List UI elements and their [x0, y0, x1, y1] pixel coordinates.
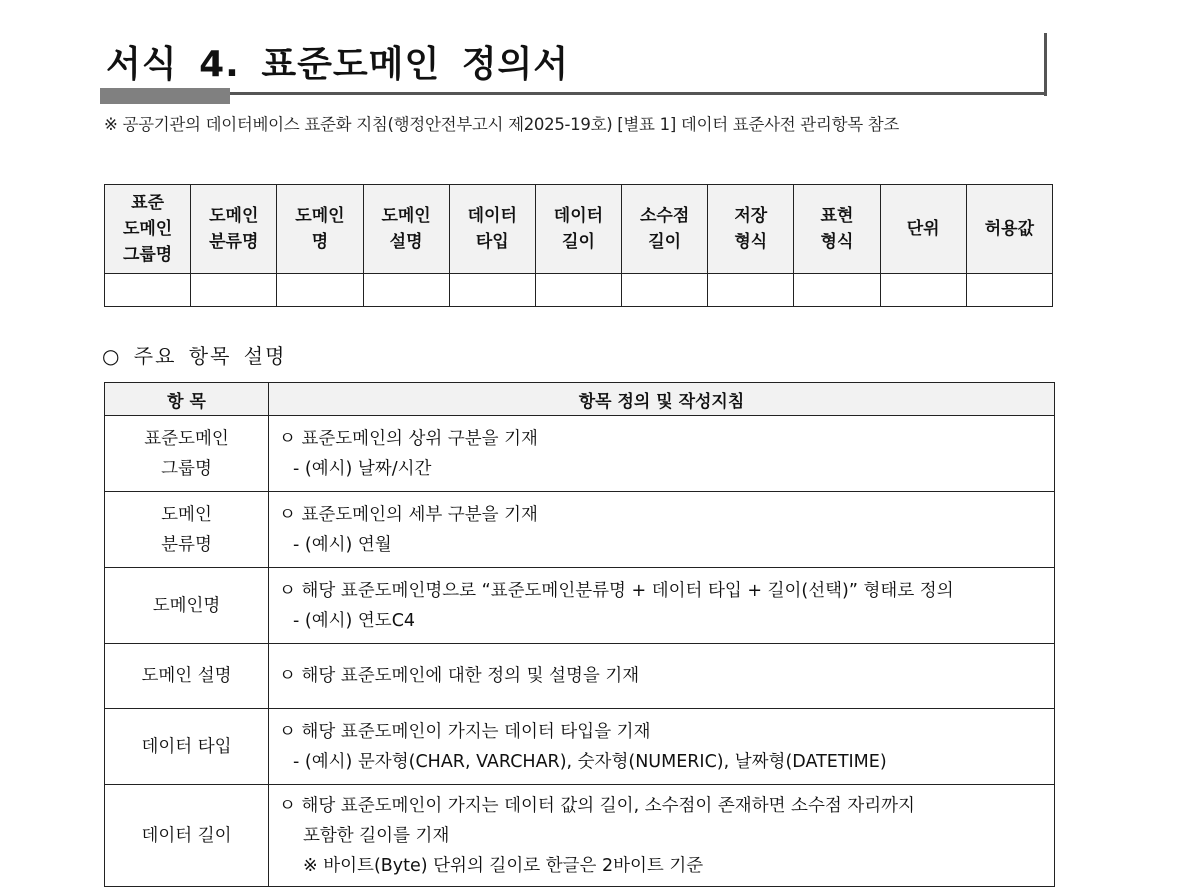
form-header-cell: 소수점 길이 — [622, 185, 708, 274]
title-border-bottom — [228, 92, 1047, 95]
table-row — [105, 644, 1055, 709]
form-header-cell: 데이터 길이 — [535, 185, 621, 274]
form-input-cell[interactable] — [105, 274, 191, 307]
item-description — [269, 492, 1055, 568]
table-row — [105, 785, 1055, 887]
form-header-cell: 단위 — [880, 185, 966, 274]
form-input-cell[interactable] — [880, 274, 966, 307]
form-input-cell[interactable] — [191, 274, 277, 307]
table-row — [105, 568, 1055, 644]
item-description — [269, 568, 1055, 644]
description-line: - (예시) 연도C4 — [293, 610, 416, 631]
description-line: - (예시) 연월 — [293, 534, 392, 555]
header-item: 항 목 — [105, 383, 269, 416]
description-line: - (예시) 문자형(CHAR, VARCHAR), 숫자형(NUMERIC), 날짜형(DATETIME) — [293, 751, 887, 772]
item-name: 도메인 분류명 — [105, 492, 269, 568]
item-description — [269, 709, 1055, 785]
domain-definition-form-table — [104, 184, 1053, 307]
header-definition: 항목 정의 및 작성지침 — [269, 383, 1055, 416]
form-input-cell[interactable] — [363, 274, 449, 307]
table-row — [105, 709, 1055, 785]
form-header-cell: 표준 도메인 그룹명 — [105, 185, 191, 274]
reference-note: ※ 공공기관의 데이터베이스 표준화 지침(행정안전부고시 제2025-19호) [별표 1] 데이터 표준사전 관리항목 참조 — [104, 115, 900, 134]
form-header-cell: 허용값 — [966, 185, 1052, 274]
form-input-cell[interactable] — [794, 274, 880, 307]
form-input-cell[interactable] — [449, 274, 535, 307]
description-line: - (예시) 날짜/시간 — [293, 458, 432, 479]
description-line: ※ 바이트(Byte) 단위의 길이로 한글은 2바이트 기준 — [303, 855, 704, 876]
item-name: 도메인 설명 — [105, 644, 269, 709]
form-input-cell[interactable] — [277, 274, 363, 307]
form-input-cell[interactable] — [622, 274, 708, 307]
form-header-cell: 도메인 명 — [277, 185, 363, 274]
description-line: ㅇ 해당 표준도메인이 가지는 데이터 값의 길이, 소수점이 존재하면 소수점 자리까지 — [279, 795, 915, 816]
item-description — [269, 416, 1055, 492]
page-title: 서식 4. 표준도메인 정의서 — [106, 44, 570, 85]
form-input-cell[interactable] — [966, 274, 1052, 307]
description-line: ㅇ 해당 표준도메인이 가지는 데이터 타입을 기재 — [279, 721, 651, 742]
title-border-right — [1044, 33, 1047, 96]
section-title: ○ 주요 항목 설명 — [102, 344, 287, 368]
form-header-cell: 데이터 타입 — [449, 185, 535, 274]
table-row — [105, 492, 1055, 568]
item-description — [269, 644, 1055, 709]
table-row — [105, 416, 1055, 492]
item-name: 데이터 길이 — [105, 785, 269, 887]
description-line: ㅇ 해당 표준도메인명으로 “표준도메인분류명 + 데이터 타입 + 길이(선택)” 형태로 정의 — [279, 580, 954, 601]
description-line: ㅇ 표준도메인의 상위 구분을 기재 — [279, 428, 538, 449]
form-header-cell: 도메인 설명 — [363, 185, 449, 274]
form-header-cell: 표현 형식 — [794, 185, 880, 274]
item-name: 데이터 타입 — [105, 709, 269, 785]
item-name: 도메인명 — [105, 568, 269, 644]
form-header-cell: 저장 형식 — [708, 185, 794, 274]
item-name: 표준도메인 그룹명 — [105, 416, 269, 492]
description-line: 포함한 길이를 기재 — [303, 825, 450, 846]
item-description-table — [104, 382, 1055, 887]
description-line: ㅇ 해당 표준도메인에 대한 정의 및 설명을 기재 — [279, 666, 640, 686]
description-line: ㅇ 표준도메인의 세부 구분을 기재 — [279, 504, 538, 525]
form-input-cell[interactable] — [535, 274, 621, 307]
item-description — [269, 785, 1055, 887]
form-input-cell[interactable] — [708, 274, 794, 307]
form-header-cell: 도메인 분류명 — [191, 185, 277, 274]
title-accent-block — [100, 88, 230, 104]
